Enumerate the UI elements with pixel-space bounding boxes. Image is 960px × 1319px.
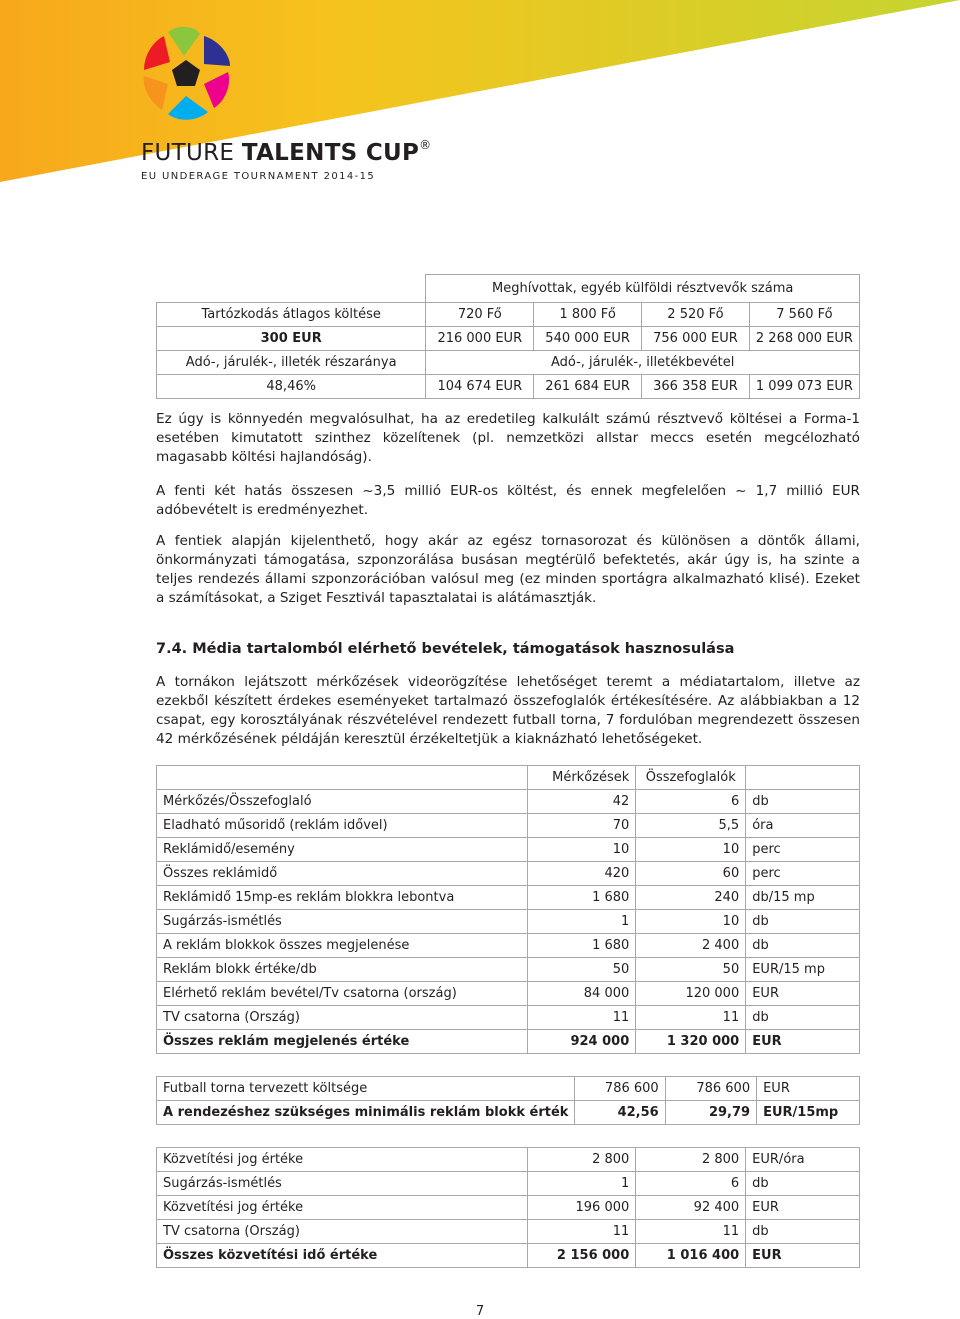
table-cell: 366 358 EUR [642, 375, 750, 399]
table-cell: 1 680 [528, 934, 636, 958]
table-cell: 10 [636, 838, 746, 862]
table-cell: 786 600 [575, 1077, 665, 1101]
table-row [157, 275, 860, 303]
logo-subtitle: EU UNDERAGE TOURNAMENT 2014-15 [141, 171, 376, 182]
table-cell: 70 [528, 814, 636, 838]
table-row [157, 1172, 860, 1196]
table-cell: 120 000 [636, 982, 746, 1006]
table-cell: 420 [528, 862, 636, 886]
logo-wordmark [141, 140, 431, 166]
table-header: Mérkőzések [528, 766, 636, 790]
table-cell: Mérkőzés/Összefoglaló [157, 790, 528, 814]
table-row [157, 1220, 860, 1244]
table-cell: 1 [528, 1172, 636, 1196]
page-number: 7 [475, 1304, 485, 1319]
table-cell: 7 560 Fő [749, 303, 859, 327]
table-cell: 720 Fő [426, 303, 534, 327]
table-cell: Elérhető reklám bevétel/Tv csatorna (ország) [157, 982, 528, 1006]
table-row [157, 1148, 860, 1172]
paragraph: Ez úgy is könnyedén megvalósulhat, ha az eredetileg kalkulált számú résztvevő költései a Forma-1 esetében kimutatott szinthez közelítenek (pl. nemzetközi allstar meccs esetén megcélozható magasabb költési hajlandóság). [156, 411, 860, 465]
table-row [157, 862, 860, 886]
paragraph: A tornákon lejátszott mérkőzések videorögzítése lehetőséget teremt a médiatartalom, illetve az ezekből készített érdekes eseményeket tartalmazó összefoglalók értékesítésére. Az alábbiakban a 12 csapat, egy korosztályának részvételével rendezett futball torna, 7 fordulóban megrendezett összesen 42 mérkőzésének példáján keresztül érzékeltetjük a kiaknázható lehetőségeket. [156, 674, 860, 747]
table-cell: 84 000 [528, 982, 636, 1006]
table-cell: 1 016 400 [636, 1244, 746, 1268]
table-row [157, 814, 860, 838]
table-cell: 5,5 [636, 814, 746, 838]
table-cell: perc [746, 862, 860, 886]
table-cell: 924 000 [528, 1030, 636, 1054]
table-cell: 11 [528, 1006, 636, 1030]
table-cell: Tartózkodás átlagos költése [157, 303, 426, 327]
table-header: Meghívottak, egyéb külföldi résztvevők száma [426, 275, 860, 303]
table-cell: 10 [528, 838, 636, 862]
table-cell: db [746, 910, 860, 934]
table-row [157, 1101, 860, 1125]
paragraph: A fenti két hatás összesen ~3,5 millió EUR-os költést, és ennek megfelelően ~ 1,7 millió EUR adóbevételt is eredményezhet. [156, 483, 860, 518]
table-cell: 48,46% [157, 375, 426, 399]
table-cell: Reklám blokk értéke/db [157, 958, 528, 982]
table-cell: 50 [528, 958, 636, 982]
logo-name-light: FUTURE [141, 140, 242, 166]
table-row [157, 1030, 860, 1054]
media-revenue-table [156, 765, 860, 1054]
logo-name-bold: TALENTS CUP [241, 140, 420, 166]
table-cell: Eladható műsoridő (reklám idővel) [157, 814, 528, 838]
table-cell: Összes reklám megjelenés értéke [157, 1030, 528, 1054]
table-row [157, 1077, 860, 1101]
table-cell: 1 [528, 910, 636, 934]
paragraph: A fentiek alapján kijelenthető, hogy akár az egész tornasorozat és különösen a döntők állami, önkormányzati támogatása, szponzorálása busásan megtérülő befektetés, akár úgy is, ha szinte a teljes rendezés állami szponzorációban valósul meg (ez minden sportágra alkalmazható klisé). Ezeket a számításokat, a Sziget Fesztivál tapasztalatai is alátámasztják. [156, 533, 860, 606]
table-row [157, 327, 860, 351]
table-row [157, 1196, 860, 1220]
table-cell: 6 [636, 790, 746, 814]
table-cell: EUR [746, 1030, 860, 1054]
table-row [157, 303, 860, 327]
table-header [157, 766, 528, 790]
table-row [157, 910, 860, 934]
table-cell: 2 156 000 [528, 1244, 636, 1268]
table-cell: db [746, 934, 860, 958]
table-cell: Sugárzás-ismétlés [157, 1172, 528, 1196]
section-heading: 7.4. Média tartalomból elérhető bevételek, támogatások hasznosulása [156, 641, 735, 657]
table-cell: 300 EUR [157, 327, 426, 351]
table-cell: 1 099 073 EUR [749, 375, 859, 399]
table-cell: 786 600 [665, 1077, 756, 1101]
table-header: Adó-, járulék-, illetékbevétel [426, 351, 860, 375]
table-cell: Futball torna tervezett költsége [157, 1077, 575, 1101]
table-cell: perc [746, 838, 860, 862]
table-header: Összefoglalók [636, 766, 746, 790]
table-cell: óra [746, 814, 860, 838]
table-cell: A reklám blokkok összes megjelenése [157, 934, 528, 958]
table-cell: 2 520 Fő [642, 303, 750, 327]
table-cell: 2 268 000 EUR [749, 327, 859, 351]
table-row [157, 766, 860, 790]
table-cell: 11 [636, 1006, 746, 1030]
broadcast-rights-table [156, 1147, 860, 1268]
table-cell: EUR/15 mp [746, 958, 860, 982]
table-cell: Közvetítési jog értéke [157, 1196, 528, 1220]
table-cell: 196 000 [528, 1196, 636, 1220]
table-row [157, 886, 860, 910]
participants-table [156, 274, 860, 399]
table-cell: 104 674 EUR [426, 375, 534, 399]
table-cell: 29,79 [665, 1101, 756, 1125]
table-cell: 42 [528, 790, 636, 814]
table-cell: Összes közvetítési idő értéke [157, 1244, 528, 1268]
table-cell: 756 000 EUR [642, 327, 750, 351]
table-cell: EUR [746, 1196, 860, 1220]
table-cell: 540 000 EUR [534, 327, 642, 351]
table-cell: EUR [746, 982, 860, 1006]
table-cell: db [746, 790, 860, 814]
table-cell: 1 320 000 [636, 1030, 746, 1054]
table-cell: EUR/óra [746, 1148, 860, 1172]
table-cell: Összes reklámidő [157, 862, 528, 886]
table-cell: Reklámidő/esemény [157, 838, 528, 862]
table-row [157, 838, 860, 862]
table-cell: Közvetítési jog értéke [157, 1148, 528, 1172]
table-cell: 240 [636, 886, 746, 910]
table-row [157, 982, 860, 1006]
table-row [157, 790, 860, 814]
table-cell: 261 684 EUR [534, 375, 642, 399]
table-cell: 42,56 [575, 1101, 665, 1125]
table-cell: A rendezéshez szükséges minimális reklám blokk érték [157, 1101, 575, 1125]
table-cell: 6 [636, 1172, 746, 1196]
table-cell: 60 [636, 862, 746, 886]
table-cell: EUR [746, 1244, 860, 1268]
table-cell: 216 000 EUR [426, 327, 534, 351]
table-cell: 11 [528, 1220, 636, 1244]
table-cell: 11 [636, 1220, 746, 1244]
table-row [157, 375, 860, 399]
table-cell: EUR [757, 1077, 860, 1101]
table-cell: db [746, 1220, 860, 1244]
table-cell: EUR/15mp [757, 1101, 860, 1125]
future-talents-cup-logo-icon [138, 26, 234, 122]
table-cell: TV csatorna (Ország) [157, 1006, 528, 1030]
table-row [157, 1244, 860, 1268]
table-row [157, 934, 860, 958]
cost-table [156, 1076, 860, 1125]
table-cell: Sugárzás-ismétlés [157, 910, 528, 934]
table-row [157, 1006, 860, 1030]
table-cell: db [746, 1172, 860, 1196]
table-cell: 10 [636, 910, 746, 934]
table-cell: Reklámidő 15mp-es reklám blokkra lebontva [157, 886, 528, 910]
table-cell: db/15 mp [746, 886, 860, 910]
table-row [157, 351, 860, 375]
table-header [746, 766, 860, 790]
table-cell: 92 400 [636, 1196, 746, 1220]
table-cell: TV csatorna (Ország) [157, 1220, 528, 1244]
table-cell: db [746, 1006, 860, 1030]
table-cell: 2 800 [636, 1148, 746, 1172]
table-cell: 1 680 [528, 886, 636, 910]
table-cell: 2 800 [528, 1148, 636, 1172]
table-cell: 1 800 Fő [534, 303, 642, 327]
table-cell: 50 [636, 958, 746, 982]
table-cell: Adó-, járulék-, illeték részaránya [157, 351, 426, 375]
registered-mark: ® [419, 138, 432, 152]
table-cell: 2 400 [636, 934, 746, 958]
table-row [157, 958, 860, 982]
